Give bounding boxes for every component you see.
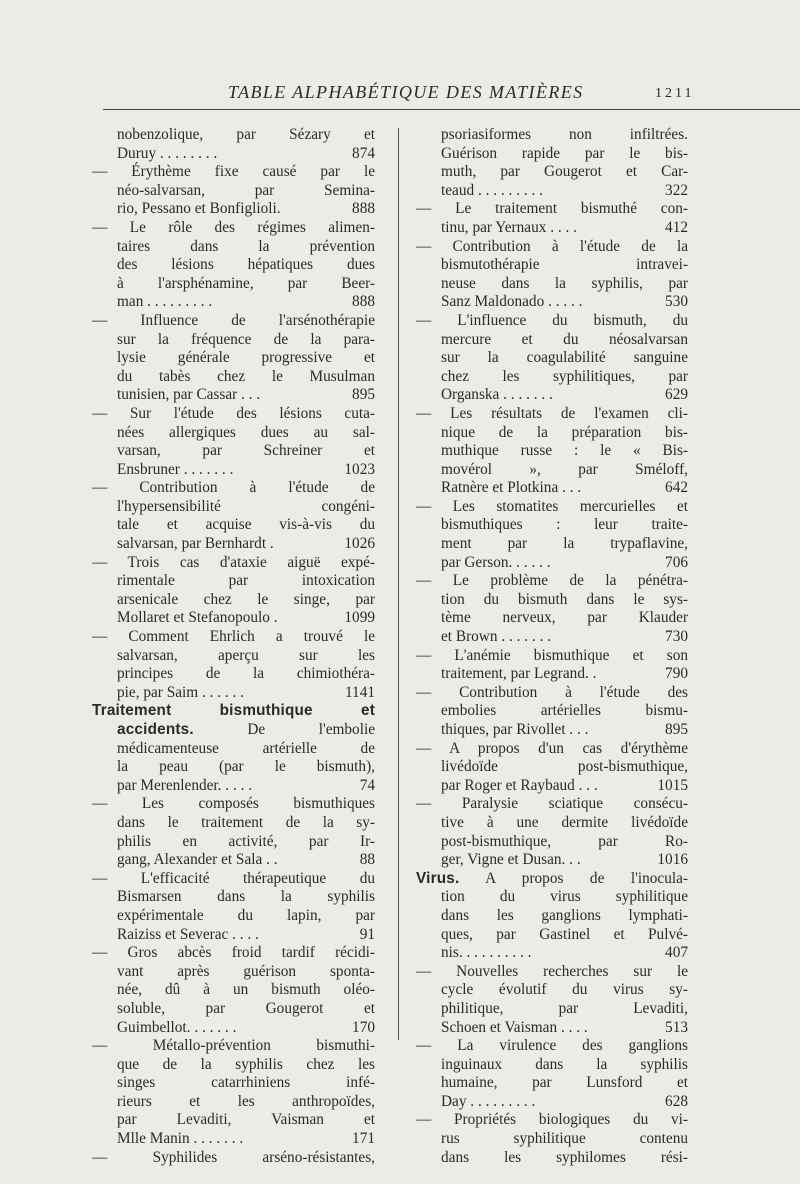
page-reference: 513 [665,1018,688,1036]
entry-line: médicamenteuse artérielle de [117,739,375,757]
entry-line: — La virulence des ganglions [416,1037,688,1055]
entry-line: néo-salvarsan, par Semina- [117,181,375,199]
entry-line: nis. . . . . . . . . . 407 [441,944,688,962]
entry-line: Raiziss et Severac . . . . 91 [117,925,375,943]
entry-line: arsenicale chez le singe, par [117,590,375,608]
entry-line: vant après guérison sponta- [117,962,375,980]
entry-line: tale et acquise vis-à-vis du [117,516,375,534]
heading-keyword: Virus. [416,869,460,887]
entry-line: Ensbruner . . . . . . . 1023 [117,460,375,478]
page-number: 1211 [655,86,695,101]
entry-line: Virus. A propos de l'inocula- [416,869,688,887]
index-entry [92,628,375,702]
entry-line: Organska . . . . . . . 629 [441,386,688,404]
entry-line: — Contribution à l'étude de la [416,237,688,255]
entry-line: Mollaret et Stefanopoulo . 1099 [117,609,375,627]
entry-line: — Paralysie sciatique consécu- [416,795,688,813]
entry-line: cycle évolutif du virus sy- [441,981,688,999]
entry-line: par Levaditi, Vaisman et [117,1111,375,1129]
page-reference: 1015 [657,776,688,794]
entry-line: dans les ganglions lymphati- [441,906,688,924]
entry-line: bismuthiques : leur traite- [441,516,688,534]
page-reference: 88 [359,851,375,869]
entry-line: l'hypersensibilité congéni- [117,497,375,515]
entry-line: nique de la préparation bis- [441,423,688,441]
page-reference: 895 [352,386,375,404]
entry-line: tunisien, par Cassar . . . 895 [117,386,375,404]
entry-line: Guérison rapide par le bis- [441,144,688,162]
entry-line: Duruy . . . . . . . . 874 [117,144,375,162]
page-reference: 790 [665,665,688,683]
entry-line: à l'arsphénamine, par Beer- [117,274,375,292]
index-entry [92,219,375,312]
page-reference: 412 [665,218,688,236]
entry-line: du tabès chez le Musulman [117,367,375,385]
index-entry [92,554,375,628]
entry-line: la peau (par le bismuth), [117,758,375,776]
entry-line: née, dû à un bismuth oléo- [117,981,375,999]
index-entry [92,944,375,1037]
page-reference: 407 [665,944,688,962]
entry-line: chez les syphilitiques, par [441,367,688,385]
page-reference: 629 [665,386,688,404]
entry-line: bismutothérapie intravei- [441,256,688,274]
entry-line: ment par la trypaflavine, [441,535,688,553]
entry-line: ques, par Gastinel et Pulvé- [441,925,688,943]
page-reference: 1023 [344,460,375,478]
entry-line: — Érythème fixe causé par le [92,163,375,181]
entry-line: dans le traitement de la sy- [117,813,375,831]
entry-line: rio, Pessano et Bonfiglioli. 888 [117,200,375,218]
page-reference: 895 [665,721,688,738]
entry-line: — Contribution à l'étude des [416,683,688,701]
column-divider [398,128,399,1040]
entry-line: neuse dans la syphilis, par [441,274,688,292]
entry-line: lysie générale progressive et [117,349,375,367]
page-reference: 628 [665,1092,688,1110]
entry-line: muth, par Gougerot et Car- [441,163,688,181]
entry-line: psoriasiformes non infiltrées. [441,126,688,143]
index-entry [416,200,688,237]
page-reference: 322 [665,181,688,199]
entry-line: — Nouvelles recherches sur le [416,962,688,980]
page-reference: 888 [352,293,375,311]
entry-line: — Les composés bismuthiques [92,795,375,813]
entry-line: philis en activité, par Ir- [117,832,375,850]
index-entry [92,126,375,163]
page-reference: 1141 [344,683,375,701]
entry-line: par Merenlender. . . . . 74 [117,776,375,794]
index-column-left [92,126,375,1167]
entry-line: Day . . . . . . . . . 628 [441,1092,688,1110]
index-entry [92,405,375,479]
entry-line: nées allergiques dues au sal- [117,423,375,441]
index-entry [416,405,688,498]
entry-line: tion du virus syphilitique [441,888,688,906]
entry-line: mercure et du néosalvarsan [441,330,688,348]
page-reference: 1099 [344,609,375,627]
entry-line: philitique, par Levaditi, [441,999,688,1017]
entry-line: — Le problème de la pénétra- [416,572,688,590]
entry-line: thiques, par Rivollet . . . 895 [441,721,688,738]
entry-line: pie, par Saim . . . . . . 1141 [117,683,375,701]
page-reference: 874 [352,144,375,162]
entry-line: tinu, par Yernaux . . . . 412 [441,218,688,236]
entry-line: nobenzolique, par Sézary et [117,126,375,143]
page-reference: 171 [352,1130,375,1148]
index-entry [92,1037,375,1149]
entry-line: — Propriétés biologiques du vi- [416,1111,688,1129]
entry-line: — Trois cas d'ataxie aiguë expé- [92,553,375,571]
entry-line: sur la coagulabilité sanguine [441,349,688,367]
index-entry [416,647,688,684]
entry-line [92,702,375,721]
entry-line: ger, Vigne et Dusan. . . 1016 [441,851,688,869]
index-entry [416,963,688,1037]
entry-line: — L'influence du bismuth, du [416,311,688,329]
page-reference: 170 [352,1018,375,1036]
page-reference: 74 [359,776,375,794]
entry-line: — L'anémie bismuthique et son [416,646,688,664]
entry-line: expérimentale du lapin, par [117,906,375,924]
entry-line: — Syphilides arséno-résistantes, [92,1148,375,1166]
entry-line: humaine, par Lunsford et [441,1074,688,1092]
entry-line: des lésions hépatiques dues [117,256,375,274]
index-entry [92,163,375,219]
index-entry [416,126,688,200]
index-entry [416,870,688,963]
page-reference: 730 [665,628,688,646]
entry-line: sur la fréquence de la para- [117,330,375,348]
entry-line: man . . . . . . . . . 888 [117,293,375,311]
entry-line: Schoen et Vaisman . . . . 513 [441,1018,688,1036]
index-entry [416,572,688,646]
index-entry [92,1149,375,1168]
page-reference: 1016 [657,851,688,869]
entry-line: taires dans la prévention [117,237,375,255]
index-entry [92,795,375,869]
index-entry [92,870,375,944]
running-title: TABLE ALPHABÉTIQUE DES MATIÈRES [228,82,584,102]
entry-line: tive à une dermite livédoïde [441,813,688,831]
entry-line: — Métallo-prévention bismuthi- [92,1037,375,1055]
entry-line: traitement, par Legrand. . 790 [441,665,688,683]
entry-line: Ratnère et Plotkina . . . 642 [441,479,688,497]
entry-line: accidents. De l'embolie [117,721,375,738]
entry-line: varsan, par Schreiner et [117,442,375,460]
entry-line: — Le traitement bismuthé con- [416,200,688,218]
page-reference: 91 [359,925,375,943]
entry-line: singes catarrhiniens infé- [117,1074,375,1092]
entry-line: soluble, par Gougerot et [117,999,375,1017]
index-entry [416,684,688,740]
page-reference: 642 [665,479,688,497]
entry-line: et Brown . . . . . . . 730 [441,628,688,646]
entry-line: — Contribution à l'étude de [92,479,375,497]
entry-line: gang, Alexander et Sala . . 88 [117,851,375,869]
entry-line: principes de la chimiothéra- [117,665,375,683]
entry-line: Guimbellot. . . . . . . 170 [117,1018,375,1036]
index-entry [416,498,688,572]
heading-keyword: Traitement bismuthique et [92,702,375,720]
entry-line: salvarsan, aperçu sur les [117,646,375,664]
index-entry [416,1111,688,1167]
index-entry [416,238,688,312]
entry-line: par Gerson. . . . . . 706 [441,553,688,571]
entry-line: dans les syphilomes rési- [441,1148,688,1166]
index-entry [92,479,375,553]
index-entry [416,740,688,796]
index-entry [416,795,688,869]
entry-line: — Les résultats de l'examen cli- [416,404,688,422]
entry-line: — Le rôle des régimes alimen- [92,218,375,236]
entry-line: Sanz Maldonado . . . . . 530 [441,293,688,311]
entry-line: Mlle Manin . . . . . . . 171 [117,1130,375,1148]
index-entry [92,312,375,405]
entry-line: — Comment Ehrlich a trouvé le [92,628,375,646]
page-reference: 888 [352,200,375,218]
entry-line: — L'efficacité thérapeutique du [92,869,375,887]
index-entry [416,312,688,405]
entry-line: tème nerveux, par Klauder [441,609,688,627]
entry-line: — Gros abcès froid tardif récidi- [92,944,375,962]
entry-line: rieurs et les anthropoïdes, [117,1092,375,1110]
page-reference: 1026 [344,535,375,553]
entry-line: rus syphilitique contenu [441,1130,688,1148]
index-column-right [416,126,688,1167]
entry-line: tion du bismuth dans le sys- [441,590,688,608]
entry-line: par Roger et Raybaud . . . 1015 [441,776,688,794]
entry-line: rimentale par intoxication [117,572,375,590]
entry-line: post-bismuthique, par Ro- [441,832,688,850]
entry-line: — Influence de l'arsénothérapie [92,311,375,329]
entry-line: teaud . . . . . . . . . 322 [441,181,688,199]
entry-line: — Sur l'étude des lésions cuta- [92,404,375,422]
entry-line: salvarsan, par Bernhardt . 1026 [117,535,375,553]
entry-line: — A propos d'un cas d'érythème [416,739,688,757]
entry-line: Bismarsen dans la syphilis [117,888,375,906]
index-entry [416,1037,688,1111]
entry-line: movérol », par Sméloff, [441,460,688,478]
entry-line: que de la syphilis chez les [117,1055,375,1073]
entry-line: livédoïde post-bismuthique, [441,758,688,776]
index-entry [92,702,375,795]
entry-line: inguinaux dans la syphilis [441,1055,688,1073]
page-reference: 530 [665,293,688,311]
header-rule [103,109,800,110]
entry-line: embolies artérielles bismu- [441,702,688,720]
entry-line: — Les stomatites mercurielles et [416,497,688,515]
page-reference: 706 [665,553,688,571]
heading-keyword: accidents. [117,721,194,738]
entry-line: muthique russe : le « Bis- [441,442,688,460]
